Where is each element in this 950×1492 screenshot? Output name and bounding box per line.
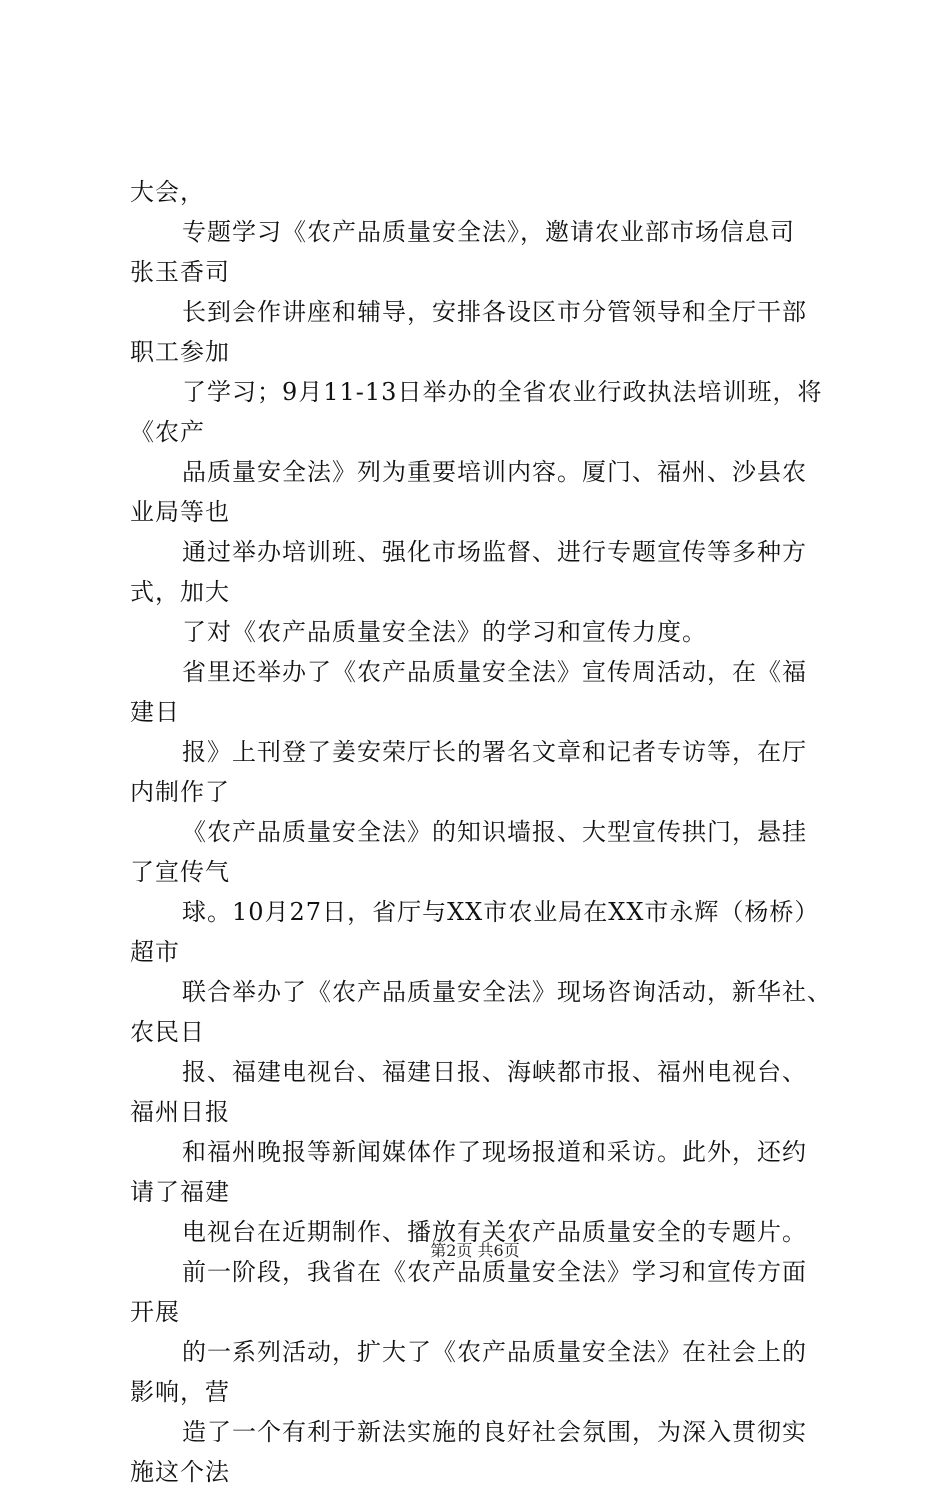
text-line: 专题学习《农产品质量安全法》，邀请农业部市场信息司 xyxy=(182,218,795,246)
text-line: 电视台在近期制作、播放有关农产品质量安全的专题片。 xyxy=(182,1218,807,1246)
text-line: 通过举办培训班、强化市场监督、进行专题宣传等多种方 xyxy=(182,538,807,566)
text-line: 福州日报 xyxy=(130,1098,230,1126)
text-line: 《农产 xyxy=(130,418,205,446)
text-line: 大会， xyxy=(130,178,205,206)
text-line: 请了福建 xyxy=(130,1178,230,1206)
text-line: 了学习；9月11-13日举办的全省农业行政执法培训班，将 xyxy=(182,378,823,406)
text-line: 报》上刊登了姜安荣厅长的署名文章和记者专访等，在厅 xyxy=(182,738,807,766)
body-text xyxy=(130,172,850,1492)
text-line: 的一系列活动，扩大了《农产品质量安全法》在社会上的 xyxy=(182,1338,807,1366)
text-line: 内制作了 xyxy=(130,778,230,806)
text-line: 和福州晚报等新闻媒体作了现场报道和采访。此外，还约 xyxy=(182,1138,807,1166)
text-line: 张玉香司 xyxy=(130,258,230,286)
text-line: 联合举办了《农产品质量安全法》现场咨询活动，新华社、 xyxy=(182,978,832,1006)
text-line: 开展 xyxy=(130,1298,180,1326)
page-footer xyxy=(0,1240,950,1262)
text-line: 职工参加 xyxy=(130,338,230,366)
text-line: 省里还举办了《农产品质量安全法》宣传周活动，在《福 xyxy=(182,658,807,686)
text-line: 影响，营 xyxy=(130,1378,230,1406)
text-line: 《农产品质量安全法》的知识墙报、大型宣传拱门，悬挂 xyxy=(182,818,807,846)
text-line: 前一阶段，我省在《农产品质量安全法》学习和宣传方面 xyxy=(182,1258,807,1286)
text-line: 了宣传气 xyxy=(130,858,230,886)
text-line: 造了一个有利于新法实施的良好社会氛围，为深入贯彻实 xyxy=(182,1418,807,1446)
text-line: 式，加大 xyxy=(130,578,230,606)
text-line: 品质量安全法》列为重要培训内容。厦门、福州、沙县农 xyxy=(182,458,807,486)
text-line: 超市 xyxy=(130,938,180,966)
text-line: 球。10月27日，省厅与XX市农业局在XX市永辉（杨桥） xyxy=(182,898,820,926)
text-line: 了对《农产品质量安全法》的学习和宣传力度。 xyxy=(182,618,707,646)
text-line: 长到会作讲座和辅导，安排各设区市分管领导和全厅干部 xyxy=(182,298,807,326)
text-line: 建日 xyxy=(130,698,180,726)
text-line: 施这个法 xyxy=(130,1458,230,1486)
text-line: 业局等也 xyxy=(130,498,230,526)
text-line: 农民日 xyxy=(130,1018,205,1046)
text-line: 报、福建电视台、福建日报、海峡都市报、福州电视台、 xyxy=(182,1058,807,1086)
page-indicator: 第2页 共6页 xyxy=(430,1241,520,1260)
